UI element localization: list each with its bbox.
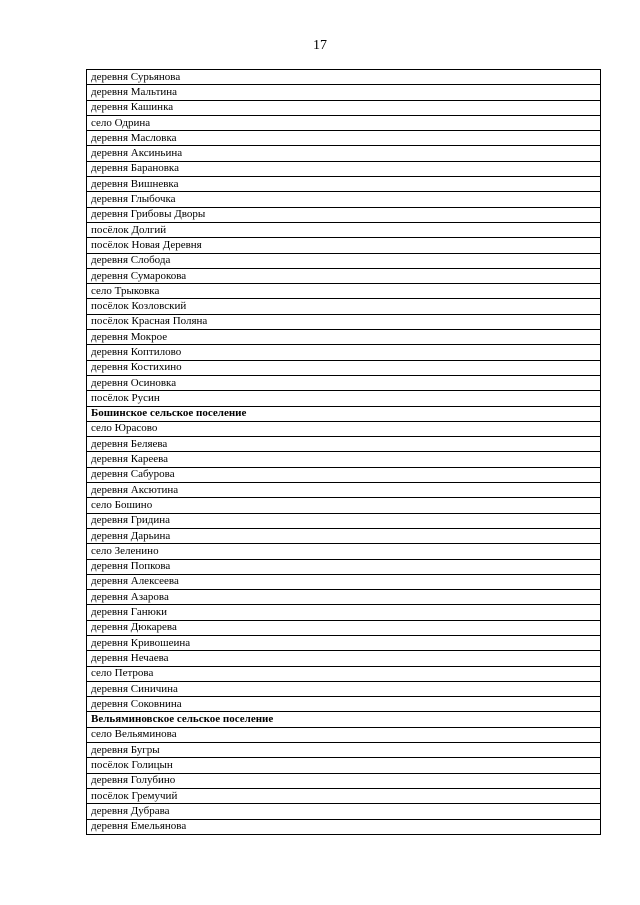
table-row <box>87 559 601 574</box>
settlement-cell: село Юрасово <box>87 421 601 436</box>
settlement-cell: село Петрова <box>87 666 601 681</box>
table-row <box>87 284 601 299</box>
table-row <box>87 528 601 543</box>
settlement-cell: посёлок Долгий <box>87 222 601 237</box>
table-row <box>87 651 601 666</box>
settlement-cell: деревня Аксютина <box>87 483 601 498</box>
table-row <box>87 681 601 696</box>
settlement-cell: деревня Бугры <box>87 743 601 758</box>
section-heading-cell: Бошинское сельское поселение <box>87 406 601 421</box>
settlement-cell: село Бошино <box>87 498 601 513</box>
settlement-cell: деревня Коптилово <box>87 345 601 360</box>
settlement-cell: село Вельяминова <box>87 727 601 742</box>
table-row <box>87 773 601 788</box>
table-row <box>87 100 601 115</box>
settlement-cell: деревня Кашинка <box>87 100 601 115</box>
table-row <box>87 177 601 192</box>
table-row <box>87 330 601 345</box>
table-row <box>87 421 601 436</box>
settlement-cell: деревня Мокрое <box>87 330 601 345</box>
page-number: 17 <box>313 38 327 53</box>
table-row <box>87 207 601 222</box>
settlement-cell: деревня Глыбочка <box>87 192 601 207</box>
table-row <box>87 666 601 681</box>
table-row <box>87 544 601 559</box>
table-row <box>87 268 601 283</box>
table-row <box>87 115 601 130</box>
settlement-cell: деревня Голубино <box>87 773 601 788</box>
settlement-cell: деревня Азарова <box>87 590 601 605</box>
settlement-cell: деревня Емельянова <box>87 819 601 834</box>
table-row <box>87 620 601 635</box>
settlement-cell: деревня Нечаева <box>87 651 601 666</box>
table-row <box>87 483 601 498</box>
table-row <box>87 727 601 742</box>
settlement-cell: деревня Сурьянова <box>87 70 601 85</box>
settlement-cell: село Одрина <box>87 115 601 130</box>
section-heading-row <box>87 712 601 727</box>
settlement-cell: деревня Соковнина <box>87 697 601 712</box>
settlement-cell: деревня Аксиньина <box>87 146 601 161</box>
settlements-table <box>86 69 601 835</box>
table-row <box>87 498 601 513</box>
settlement-cell: деревня Дюкарева <box>87 620 601 635</box>
table-row <box>87 574 601 589</box>
settlements-table-body <box>87 70 601 835</box>
table-row <box>87 513 601 528</box>
settlement-cell: деревня Кареева <box>87 452 601 467</box>
table-row <box>87 299 601 314</box>
table-row <box>87 253 601 268</box>
table-row <box>87 697 601 712</box>
table-row <box>87 192 601 207</box>
table-row <box>87 360 601 375</box>
settlement-cell: деревня Синичина <box>87 681 601 696</box>
settlement-cell: посёлок Новая Деревня <box>87 238 601 253</box>
table-row <box>87 819 601 834</box>
settlement-cell: деревня Алексеева <box>87 574 601 589</box>
table-row <box>87 452 601 467</box>
settlement-cell: посёлок Гремучий <box>87 788 601 803</box>
settlement-cell: посёлок Козловский <box>87 299 601 314</box>
table-row <box>87 437 601 452</box>
table-row <box>87 146 601 161</box>
settlement-cell: деревня Барановка <box>87 161 601 176</box>
table-row <box>87 804 601 819</box>
table-row <box>87 375 601 390</box>
settlement-cell: деревня Беляева <box>87 437 601 452</box>
table-row <box>87 161 601 176</box>
table-row <box>87 222 601 237</box>
settlement-cell: деревня Ганюки <box>87 605 601 620</box>
settlement-cell: деревня Осиновка <box>87 375 601 390</box>
settlement-cell: деревня Масловка <box>87 131 601 146</box>
settlement-cell: деревня Дарьина <box>87 528 601 543</box>
settlement-cell: село Зеленино <box>87 544 601 559</box>
table-row <box>87 70 601 85</box>
table-row <box>87 758 601 773</box>
settlement-cell: деревня Слобода <box>87 253 601 268</box>
settlement-cell: деревня Гридина <box>87 513 601 528</box>
table-row <box>87 788 601 803</box>
settlement-cell: деревня Вишневка <box>87 177 601 192</box>
table-row <box>87 238 601 253</box>
table-row <box>87 131 601 146</box>
settlement-cell: село Трыковка <box>87 284 601 299</box>
table-row <box>87 314 601 329</box>
table-row <box>87 590 601 605</box>
settlement-cell: деревня Дубрава <box>87 804 601 819</box>
table-row <box>87 345 601 360</box>
settlement-cell: деревня Кривошеина <box>87 635 601 650</box>
settlement-cell: посёлок Русин <box>87 391 601 406</box>
settlement-cell: деревня Сумарокова <box>87 268 601 283</box>
table-row <box>87 467 601 482</box>
section-heading-row <box>87 406 601 421</box>
settlement-cell: деревня Сабурова <box>87 467 601 482</box>
table-row <box>87 85 601 100</box>
settlement-cell: деревня Костихино <box>87 360 601 375</box>
settlement-cell: деревня Грибовы Дворы <box>87 207 601 222</box>
table-row <box>87 743 601 758</box>
settlement-cell: деревня Мальтина <box>87 85 601 100</box>
settlement-cell: посёлок Красная Поляна <box>87 314 601 329</box>
settlement-cell: деревня Попкова <box>87 559 601 574</box>
table-row <box>87 391 601 406</box>
section-heading-cell: Вельяминовское сельское поселение <box>87 712 601 727</box>
table-row <box>87 635 601 650</box>
settlement-cell: посёлок Голицын <box>87 758 601 773</box>
table-row <box>87 605 601 620</box>
